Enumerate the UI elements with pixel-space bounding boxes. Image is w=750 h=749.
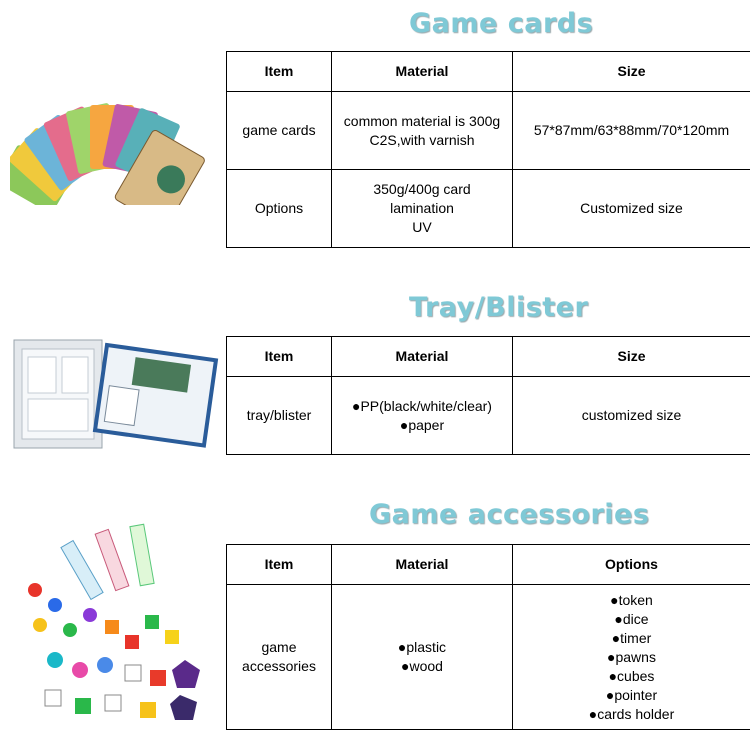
cell-options — [513, 585, 750, 730]
item-line: game — [261, 639, 297, 655]
option-line: ●token — [610, 591, 653, 608]
game-accessories-table — [226, 544, 750, 730]
material-line: C2S,with varnish — [369, 131, 475, 148]
option-line: ●cubes — [608, 667, 655, 684]
header-size: Size — [513, 337, 750, 377]
item-line: accessories — [242, 658, 316, 674]
material-line: common material is 300g — [343, 112, 501, 129]
option-line: ●pawns — [607, 648, 656, 665]
game-accessories-photo — [15, 520, 220, 730]
cell-item: game cards — [227, 92, 332, 170]
header-options: Options — [513, 545, 750, 585]
tray-blister-table — [226, 336, 750, 455]
header-item: Item — [227, 52, 332, 92]
header-size: Size — [513, 52, 750, 92]
cell-material — [332, 377, 513, 455]
material-line: lamination — [390, 200, 454, 216]
header-item: Item — [227, 337, 332, 377]
section-title-game-accessories: Game accessories — [369, 499, 650, 530]
header-material: Material — [332, 337, 513, 377]
cell-size: Customized size — [513, 170, 750, 248]
game-cards-table — [226, 51, 750, 248]
header-material: Material — [332, 52, 513, 92]
game-cards-photo — [10, 85, 210, 205]
option-line: ●pointer — [605, 686, 658, 703]
material-line: 350g/400g card — [373, 181, 471, 197]
material-line: ●plastic — [397, 639, 447, 655]
material-line: ●wood — [401, 658, 443, 674]
header-item: Item — [227, 545, 332, 585]
option-line: ●cards holder — [588, 705, 675, 722]
option-line: ●dice — [614, 610, 649, 627]
section-title-tray-blister: Tray/Blister — [409, 292, 589, 323]
cell-size: 57*87mm/63*88mm/70*120mm — [513, 92, 750, 170]
cell-item: Options — [227, 170, 332, 248]
material-line: UV — [412, 219, 432, 235]
cell-material — [332, 585, 513, 730]
section-title-game-cards: Game cards — [409, 8, 594, 39]
cell-material — [332, 92, 513, 170]
cell-size: customized size — [513, 377, 750, 455]
material-line: ●PP(black/white/clear) — [352, 397, 492, 414]
tray-blister-photo — [12, 335, 222, 450]
cell-material — [332, 170, 513, 248]
material-line: ●paper — [399, 416, 445, 433]
header-material: Material — [332, 545, 513, 585]
cell-item: tray/blister — [227, 377, 332, 455]
option-line: ●timer — [611, 629, 652, 646]
cell-item — [227, 585, 332, 730]
